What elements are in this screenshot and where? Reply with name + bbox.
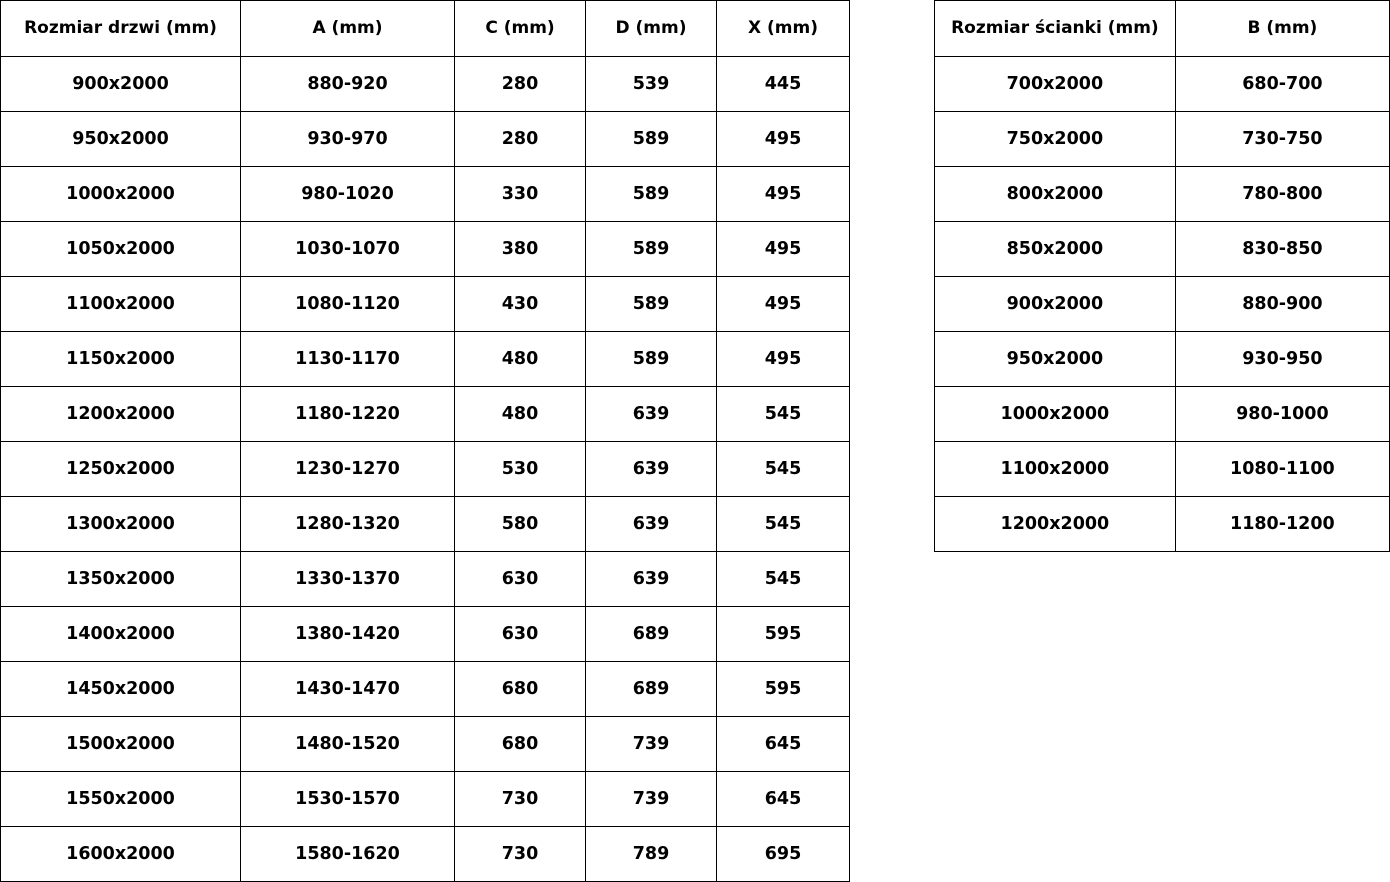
cell-wall-size: 750x2000 [935,112,1176,167]
cell-door-size: 1550x2000 [1,772,241,827]
table-row [1,112,850,167]
cell-door-size: 1000x2000 [1,167,241,222]
cell-wall-size: 850x2000 [935,222,1176,277]
table-row [935,57,1390,112]
cell-a: 1030-1070 [241,222,455,277]
cell-b: 880-900 [1175,277,1389,332]
cell-wall-size: 700x2000 [935,57,1176,112]
cell-d: 739 [586,772,717,827]
cell-wall-size: 800x2000 [935,167,1176,222]
cell-door-size: 1100x2000 [1,277,241,332]
cell-a: 980-1020 [241,167,455,222]
cell-d: 689 [586,662,717,717]
table-header-row [935,1,1390,57]
cell-door-size: 1200x2000 [1,387,241,442]
cell-a: 930-970 [241,112,455,167]
table-row [1,552,850,607]
column-header-x: X (mm) [717,1,850,57]
cell-c: 580 [455,497,586,552]
cell-b: 1180-1200 [1175,497,1389,552]
cell-c: 480 [455,387,586,442]
column-header-c: C (mm) [455,1,586,57]
cell-d: 589 [586,167,717,222]
column-header-a: A (mm) [241,1,455,57]
cell-x: 595 [717,662,850,717]
walls-dimensions-table [934,0,1390,552]
cell-x: 495 [717,332,850,387]
cell-a: 1330-1370 [241,552,455,607]
cell-a: 1480-1520 [241,717,455,772]
cell-wall-size: 1000x2000 [935,387,1176,442]
cell-d: 589 [586,277,717,332]
cell-b: 930-950 [1175,332,1389,387]
cell-c: 680 [455,662,586,717]
table-row [935,332,1390,387]
cell-door-size: 1500x2000 [1,717,241,772]
cell-a: 1130-1170 [241,332,455,387]
cell-a: 1530-1570 [241,772,455,827]
cell-c: 430 [455,277,586,332]
cell-b: 1080-1100 [1175,442,1389,497]
cell-a: 880-920 [241,57,455,112]
cell-c: 680 [455,717,586,772]
cell-door-size: 1400x2000 [1,607,241,662]
column-header-b: B (mm) [1175,1,1389,57]
cell-door-size: 1600x2000 [1,827,241,882]
column-header-wall-size: Rozmiar ścianki (mm) [935,1,1176,57]
cell-x: 545 [717,552,850,607]
cell-d: 689 [586,607,717,662]
cell-x: 495 [717,222,850,277]
cell-wall-size: 1200x2000 [935,497,1176,552]
cell-x: 545 [717,497,850,552]
cell-d: 589 [586,112,717,167]
cell-c: 480 [455,332,586,387]
cell-b: 980-1000 [1175,387,1389,442]
table-row [1,662,850,717]
cell-d: 739 [586,717,717,772]
cell-d: 639 [586,552,717,607]
cell-x: 645 [717,717,850,772]
table-row [1,827,850,882]
cell-d: 639 [586,442,717,497]
cell-wall-size: 950x2000 [935,332,1176,387]
cell-door-size: 1150x2000 [1,332,241,387]
table-row [935,277,1390,332]
cell-door-size: 1450x2000 [1,662,241,717]
table-row [1,167,850,222]
cell-c: 630 [455,607,586,662]
table-row [1,222,850,277]
table-row [1,277,850,332]
column-header-d: D (mm) [586,1,717,57]
doors-table-header [1,1,850,57]
table-row [1,717,850,772]
cell-d: 639 [586,387,717,442]
cell-d: 539 [586,57,717,112]
cell-c: 730 [455,772,586,827]
table-row [1,607,850,662]
cell-wall-size: 1100x2000 [935,442,1176,497]
cell-door-size: 1350x2000 [1,552,241,607]
cell-a: 1580-1620 [241,827,455,882]
cell-x: 495 [717,277,850,332]
cell-x: 645 [717,772,850,827]
table-row [1,772,850,827]
table-row [1,387,850,442]
cell-door-size: 950x2000 [1,112,241,167]
cell-d: 789 [586,827,717,882]
cell-c: 280 [455,57,586,112]
cell-b: 830-850 [1175,222,1389,277]
table-row [935,222,1390,277]
cell-x: 545 [717,387,850,442]
column-header-door-size: Rozmiar drzwi (mm) [1,1,241,57]
cell-d: 589 [586,222,717,277]
doors-table-body [1,57,850,882]
cell-b: 780-800 [1175,167,1389,222]
table-row [1,332,850,387]
cell-c: 530 [455,442,586,497]
table-row [1,442,850,497]
table-row [1,497,850,552]
table-row [935,112,1390,167]
table-row [1,57,850,112]
cell-door-size: 900x2000 [1,57,241,112]
cell-wall-size: 900x2000 [935,277,1176,332]
cell-c: 330 [455,167,586,222]
cell-a: 1180-1220 [241,387,455,442]
walls-table-header [935,1,1390,57]
cell-a: 1280-1320 [241,497,455,552]
table-row [935,167,1390,222]
cell-c: 730 [455,827,586,882]
walls-table-body [935,57,1390,552]
cell-x: 545 [717,442,850,497]
cell-x: 445 [717,57,850,112]
table-row [935,442,1390,497]
table-header-row [1,1,850,57]
cell-door-size: 1300x2000 [1,497,241,552]
walls-table-container [934,0,1390,552]
cell-c: 380 [455,222,586,277]
cell-door-size: 1050x2000 [1,222,241,277]
cell-a: 1380-1420 [241,607,455,662]
cell-x: 495 [717,112,850,167]
table-row [935,497,1390,552]
cell-x: 695 [717,827,850,882]
cell-a: 1080-1120 [241,277,455,332]
cell-c: 280 [455,112,586,167]
cell-door-size: 1250x2000 [1,442,241,497]
cell-c: 630 [455,552,586,607]
cell-x: 595 [717,607,850,662]
cell-a: 1430-1470 [241,662,455,717]
cell-d: 589 [586,332,717,387]
cell-x: 495 [717,167,850,222]
table-row [935,387,1390,442]
cell-a: 1230-1270 [241,442,455,497]
cell-d: 639 [586,497,717,552]
cell-b: 680-700 [1175,57,1389,112]
cell-b: 730-750 [1175,112,1389,167]
